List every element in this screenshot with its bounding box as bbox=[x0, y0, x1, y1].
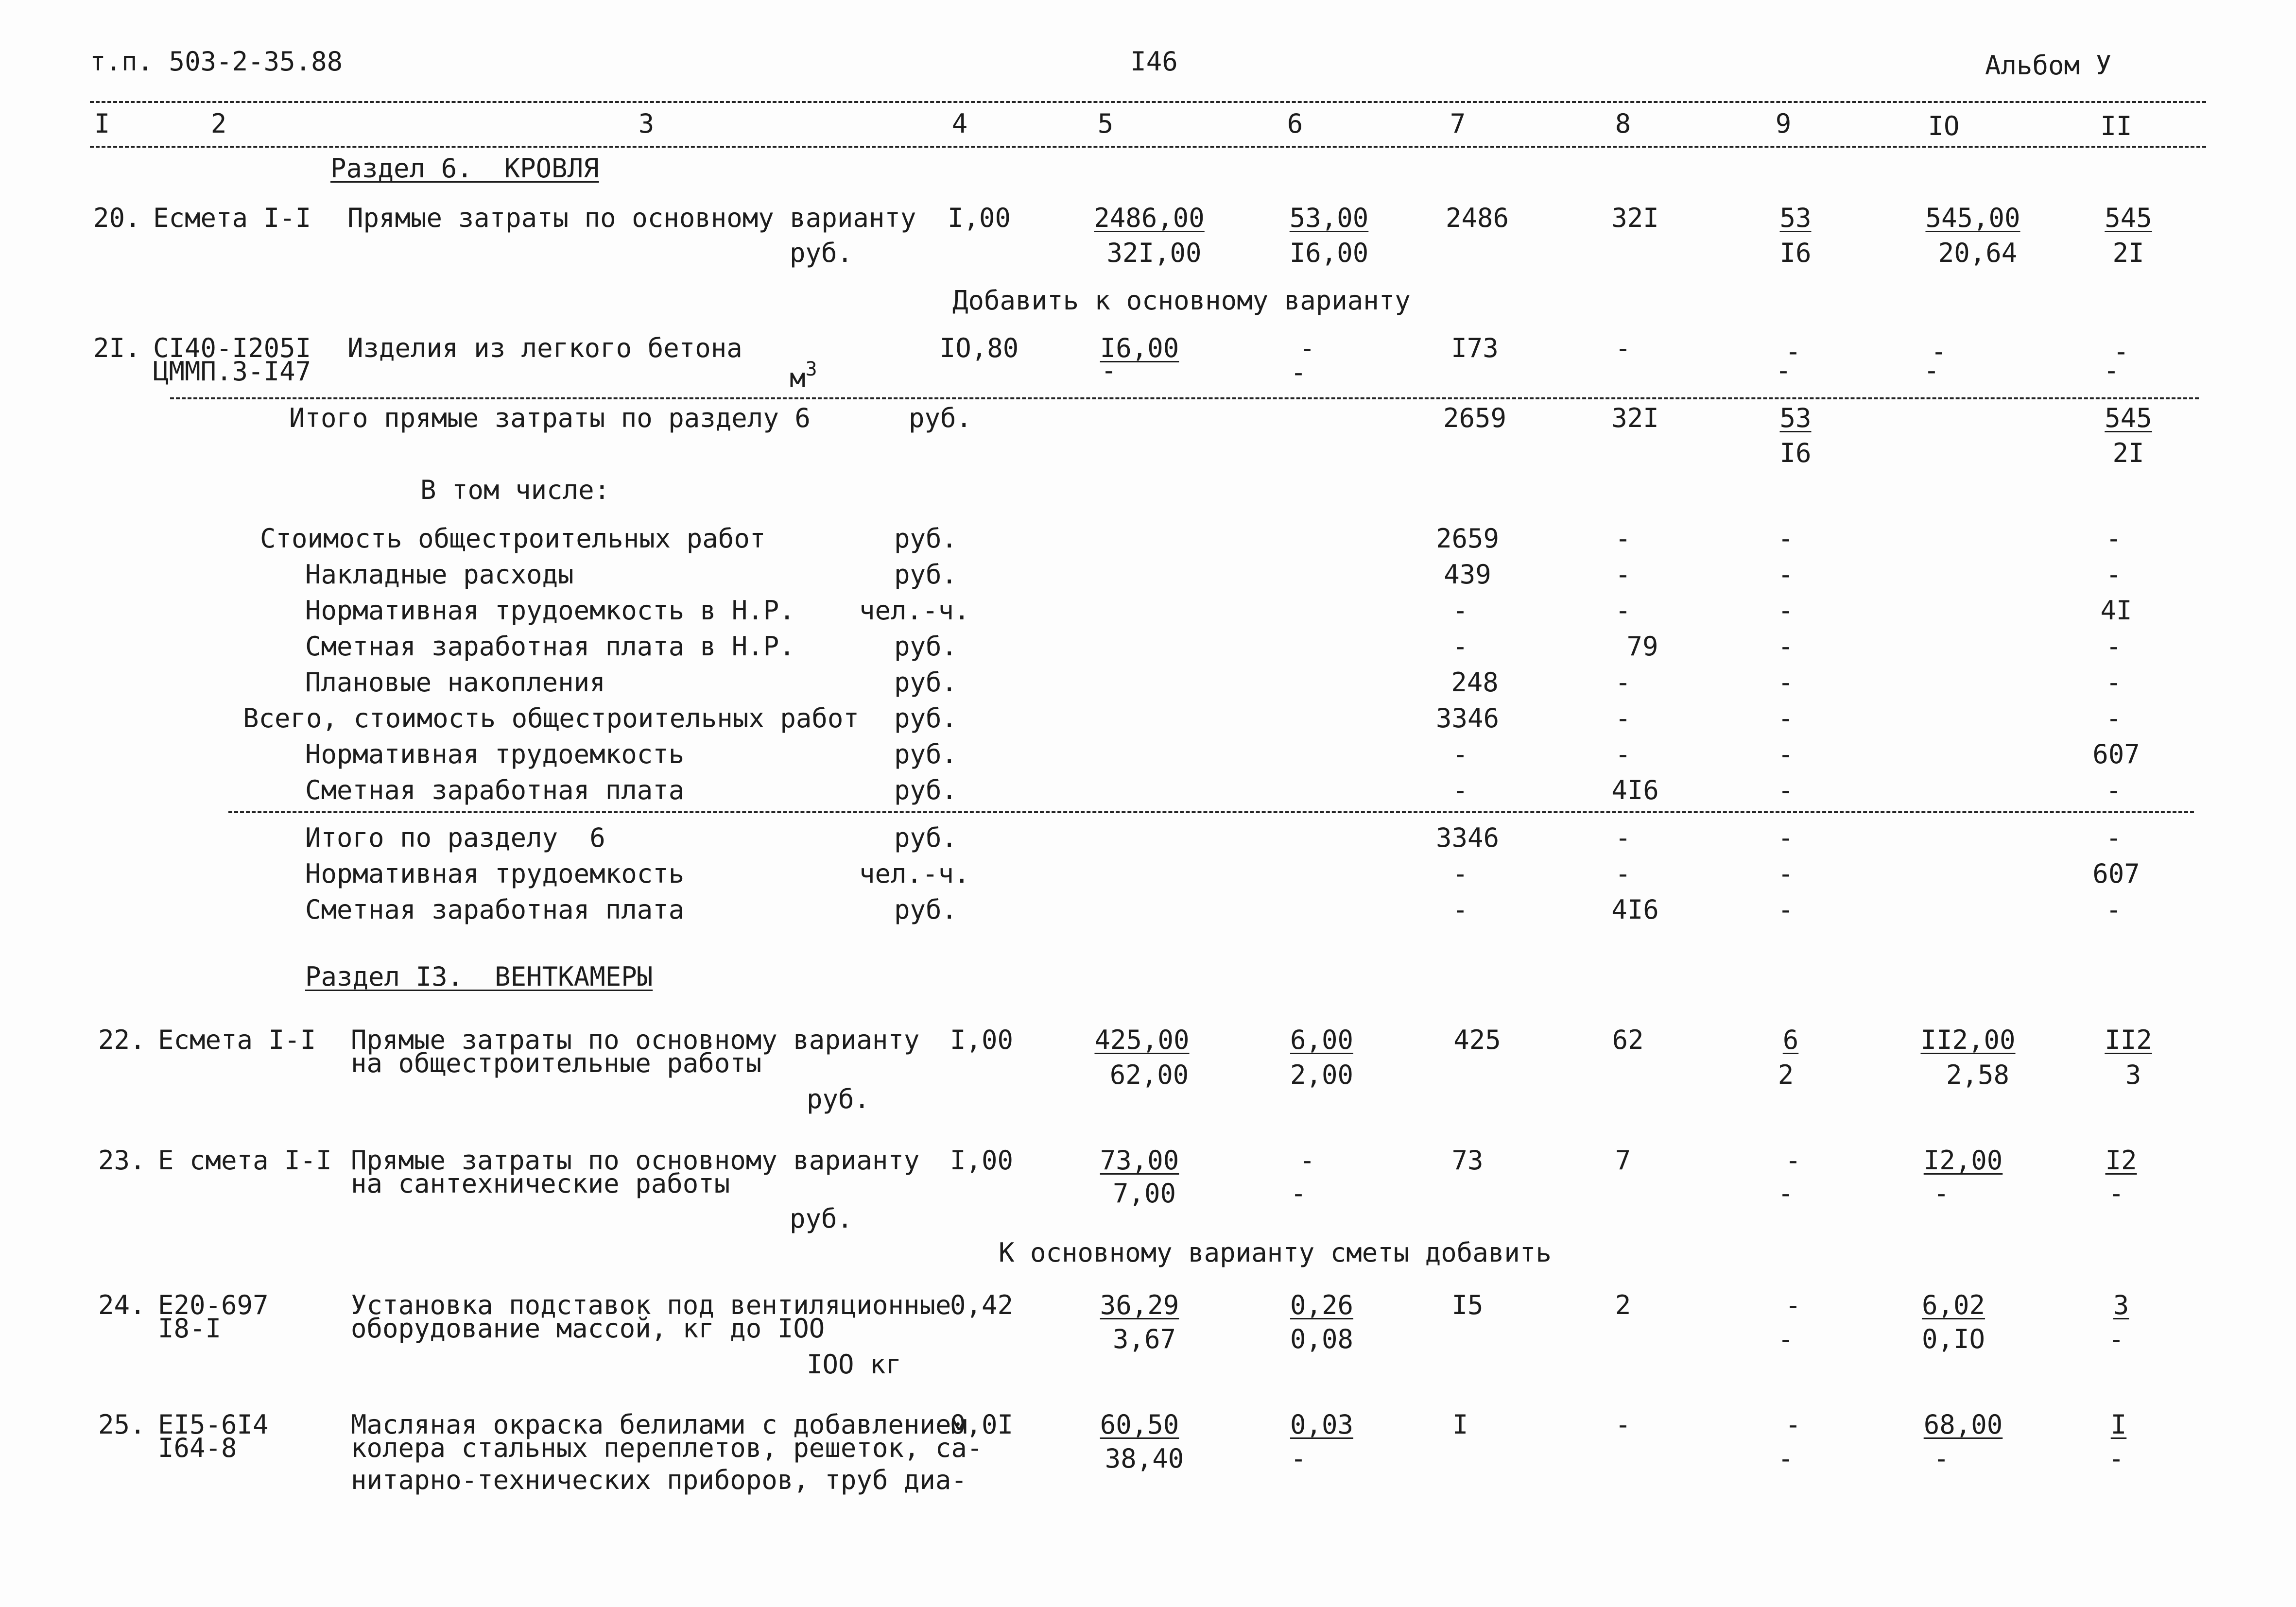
row20-col9-top: 53 bbox=[1779, 203, 1812, 233]
summary-row-col9: - bbox=[1778, 703, 1794, 734]
row24-col10-top: 6,02 bbox=[1921, 1290, 1985, 1320]
row22-col11-bottom: 3 bbox=[2125, 1060, 2141, 1090]
summary-row-col11: 607 bbox=[2092, 858, 2140, 889]
row25-col8: - bbox=[1615, 1409, 1631, 1440]
section-6-add-note: Добавить к основному варианту bbox=[952, 285, 1411, 316]
summary-row-col7: 248 bbox=[1451, 667, 1499, 698]
row21-code-1: CI40-I205I bbox=[153, 333, 311, 363]
row22-col6-top: 6,00 bbox=[1290, 1025, 1354, 1055]
total-direct-col9-bottom: I6 bbox=[1779, 438, 1812, 468]
summary-row-col7: 439 bbox=[1444, 559, 1491, 590]
row21-unit-exponent: 3 bbox=[805, 358, 817, 380]
summary-row-col11: - bbox=[2106, 775, 2122, 805]
row20-col6-top: 53,00 bbox=[1289, 203, 1369, 233]
row23-col5-top: 73,00 bbox=[1100, 1145, 1179, 1176]
summary-row-unit: руб. bbox=[894, 822, 958, 853]
row20-col7: 2486 bbox=[1445, 203, 1509, 233]
summary-row-label: Сметная заработная плата bbox=[305, 775, 685, 805]
header-top-rule bbox=[90, 101, 2206, 103]
row22-col9-top: 6 bbox=[1782, 1025, 1799, 1055]
summary-row-label: Сметная заработная плата в Н.Р. bbox=[305, 631, 795, 662]
col-header-10: IO bbox=[1928, 111, 1960, 141]
section-total-rule bbox=[228, 811, 2194, 813]
row24-col6-bottom: 0,08 bbox=[1290, 1324, 1354, 1354]
row24-code-2: I8-I bbox=[158, 1313, 222, 1344]
row24-description-2: оборудование массой, кг до IOO bbox=[351, 1313, 825, 1344]
row22-col7: 425 bbox=[1453, 1025, 1501, 1055]
summary-row-label: Нормативная трудоемкость в Н.Р. bbox=[305, 595, 795, 626]
row23-col10-top: I2,00 bbox=[1923, 1145, 2003, 1176]
summary-row-unit: руб. bbox=[894, 667, 958, 698]
summary-row-col9: - bbox=[1778, 894, 1794, 925]
summary-row-col8: - bbox=[1615, 523, 1631, 554]
including-label: В том числе: bbox=[420, 475, 610, 505]
row22-col8: 62 bbox=[1612, 1025, 1644, 1055]
summary-row-label: Всего, стоимость общестроительных работ bbox=[243, 703, 859, 734]
summary-row-label: Сметная заработная плата bbox=[305, 894, 685, 925]
row21-col8: - bbox=[1615, 333, 1631, 363]
col-header-4: 4 bbox=[951, 108, 968, 139]
row21-col11-top: - bbox=[2113, 336, 2129, 367]
row23-col11-bottom: - bbox=[2108, 1178, 2124, 1209]
summary-row-col11: - bbox=[2106, 559, 2122, 590]
row23-col6-bottom: - bbox=[1290, 1178, 1307, 1209]
summary-row-col8: 4I6 bbox=[1611, 775, 1659, 805]
row24-col11-top: 3 bbox=[2113, 1290, 2129, 1320]
summary-row-col8: - bbox=[1615, 667, 1631, 698]
row20-col10-top: 545,00 bbox=[1925, 203, 2020, 233]
total-direct-unit: руб. bbox=[909, 403, 972, 433]
summary-row-label: Нормативная трудоемкость bbox=[305, 858, 685, 889]
row21-unit bbox=[790, 359, 817, 392]
row24-col9-top: - bbox=[1785, 1290, 1801, 1320]
page-number: I46 bbox=[1130, 46, 1178, 77]
row22-col5-bottom: 62,00 bbox=[1109, 1060, 1189, 1090]
row20-col10-bottom: 20,64 bbox=[1938, 238, 2018, 268]
row25-col9-bottom: - bbox=[1778, 1443, 1794, 1474]
summary-row-col9: - bbox=[1778, 559, 1794, 590]
summary-row-col11: - bbox=[2106, 822, 2122, 853]
row25-code-2: I64-8 bbox=[158, 1433, 237, 1463]
row21-unit-base: м bbox=[790, 363, 806, 393]
summary-row-label: Стоимость общестроительных работ bbox=[260, 523, 766, 554]
section-13-title: Раздел I3. ВЕНТКАМЕРЫ bbox=[305, 961, 653, 992]
row21-col6-bottom: - bbox=[1290, 357, 1307, 388]
row20-col5-bottom: 32I,00 bbox=[1106, 238, 1202, 268]
row24-col7: I5 bbox=[1451, 1290, 1484, 1320]
row23-unit: руб. bbox=[790, 1203, 853, 1234]
header-bottom-rule bbox=[90, 146, 2206, 148]
row24-col9-bottom: - bbox=[1778, 1324, 1794, 1354]
row25-col9-top: - bbox=[1785, 1409, 1801, 1440]
row23-col10-bottom: - bbox=[1933, 1178, 1950, 1209]
row21-col10-top: - bbox=[1931, 336, 1947, 367]
total-direct-col11-bottom: 2I bbox=[2112, 438, 2144, 468]
row25-description-1: Масляная окраска белилами с добавлением bbox=[351, 1409, 967, 1440]
row21-col11-bottom: - bbox=[2103, 355, 2120, 386]
row20-col11-bottom: 2I bbox=[2112, 238, 2144, 268]
row20-number: 20. bbox=[93, 203, 141, 233]
summary-row-unit: руб. bbox=[894, 739, 958, 769]
summary-row-col9: - bbox=[1778, 631, 1794, 662]
row22-col9-bottom: 2 bbox=[1778, 1060, 1794, 1090]
doc-code: т.п. 503-2-35.88 bbox=[90, 46, 343, 77]
summary-row-col11: - bbox=[2106, 667, 2122, 698]
row25-col6-top: 0,03 bbox=[1290, 1409, 1354, 1440]
row22-col10-bottom: 2,58 bbox=[1946, 1060, 2010, 1090]
row25-col5-bottom: 38,40 bbox=[1105, 1443, 1184, 1474]
total-direct-col11-top: 545 bbox=[2105, 403, 2152, 433]
row22-description-1: Прямые затраты по основному варианту bbox=[351, 1025, 920, 1055]
summary-row-unit: руб. bbox=[894, 523, 958, 554]
row23-col5-bottom: 7,00 bbox=[1112, 1178, 1176, 1209]
summary-row-col8: 4I6 bbox=[1611, 894, 1659, 925]
album-label: Альбом У bbox=[1985, 50, 2112, 81]
summary-row-col11: 607 bbox=[2092, 739, 2140, 769]
row24-number: 24. bbox=[98, 1290, 146, 1320]
summary-row-col7: 3346 bbox=[1435, 703, 1500, 734]
row24-col5-bottom: 3,67 bbox=[1112, 1324, 1176, 1354]
row22-number: 22. bbox=[98, 1025, 146, 1055]
summary-row-col11: - bbox=[2106, 894, 2122, 925]
summary-row-col9: - bbox=[1778, 523, 1794, 554]
row24-col6-top: 0,26 bbox=[1290, 1290, 1354, 1320]
col-header-8: 8 bbox=[1615, 108, 1631, 139]
summary-row-col7: - bbox=[1452, 631, 1468, 662]
col-header-3: 3 bbox=[638, 108, 655, 139]
summary-row-col9: - bbox=[1778, 739, 1794, 769]
row21-col6-top: - bbox=[1299, 333, 1315, 363]
summary-row-col7: 2659 bbox=[1435, 523, 1500, 554]
row21-col9-bottom: - bbox=[1775, 355, 1792, 386]
summary-row-label: Накладные расходы bbox=[305, 559, 574, 590]
summary-row-col8: - bbox=[1615, 739, 1631, 769]
row25-col11-bottom: - bbox=[2108, 1443, 2124, 1474]
row25-col4: 0,0I bbox=[949, 1409, 1014, 1440]
summary-row-col8: 79 bbox=[1626, 631, 1658, 662]
row23-col11-top: I2 bbox=[2105, 1145, 2137, 1176]
row22-col6-bottom: 2,00 bbox=[1290, 1060, 1354, 1090]
row23-col7: 73 bbox=[1451, 1145, 1484, 1176]
row24-code-1: Е20-697 bbox=[158, 1290, 269, 1320]
row20-col4: I,00 bbox=[947, 203, 1011, 233]
row23-col9-top: - bbox=[1785, 1145, 1801, 1176]
row23-col8: 7 bbox=[1615, 1145, 1631, 1176]
col-header-1: I bbox=[94, 108, 110, 139]
total-direct-col7: 2659 bbox=[1443, 403, 1507, 433]
summary-row-col8: - bbox=[1615, 822, 1631, 853]
row24-description-1: Установка подставок под вентиляционные bbox=[351, 1290, 951, 1320]
row24-col5-top: 36,29 bbox=[1100, 1290, 1179, 1320]
subtotal-rule bbox=[170, 397, 2199, 399]
row22-description-2: на общестроительные работы bbox=[351, 1048, 762, 1078]
col-header-2: 2 bbox=[210, 108, 227, 139]
row25-col7: I bbox=[1452, 1409, 1468, 1440]
row23-col6-top: - bbox=[1299, 1145, 1315, 1176]
row21-col4: IO,80 bbox=[939, 333, 1019, 363]
section-13-add-note: К основному варианту сметы добавить bbox=[999, 1237, 1552, 1268]
row24-col11-bottom: - bbox=[2108, 1324, 2124, 1354]
summary-row-label: Нормативная трудоемкость bbox=[305, 739, 685, 769]
row25-col6-bottom: - bbox=[1290, 1443, 1307, 1474]
summary-row-col8: - bbox=[1615, 559, 1631, 590]
row25-col5-top: 60,50 bbox=[1100, 1409, 1179, 1440]
summary-row-unit: чел.-ч. bbox=[859, 858, 970, 889]
summary-row-col7: - bbox=[1452, 775, 1468, 805]
row21-col10-bottom: - bbox=[1923, 355, 1940, 386]
row22-unit: руб. bbox=[807, 1084, 870, 1114]
summary-row-col9: - bbox=[1778, 775, 1794, 805]
row22-col10-top: II2,00 bbox=[1920, 1025, 2016, 1055]
summary-row-col9: - bbox=[1778, 822, 1794, 853]
row25-col10-top: 68,00 bbox=[1923, 1409, 2003, 1440]
summary-row-col9: - bbox=[1778, 595, 1794, 626]
row20-col9-bottom: I6 bbox=[1779, 238, 1812, 268]
col-header-6: 6 bbox=[1287, 108, 1303, 139]
row25-col11-top: I bbox=[2110, 1409, 2127, 1440]
summary-row-unit: руб. bbox=[894, 775, 958, 805]
row25-code-1: ЕI5-6I4 bbox=[158, 1409, 269, 1440]
summary-row-col7: - bbox=[1452, 739, 1468, 769]
total-direct-col8: 32I bbox=[1611, 403, 1659, 433]
col-header-9: 9 bbox=[1775, 108, 1792, 139]
row21-col5-top: I6,00 bbox=[1100, 333, 1179, 363]
summary-row-label: Итого по разделу 6 bbox=[305, 822, 605, 853]
row24-col10-bottom: 0,IO bbox=[1921, 1324, 1985, 1354]
col-header-11: II bbox=[2100, 111, 2132, 141]
row20-col11-top: 545 bbox=[2105, 203, 2152, 233]
summary-row-unit: руб. bbox=[894, 559, 958, 590]
row25-description-2: колера стальных переплетов, решеток, са- bbox=[351, 1433, 983, 1463]
row22-code: Есмета I-I bbox=[158, 1025, 316, 1055]
section-6-title: Раздел 6. КРОВЛЯ bbox=[330, 153, 599, 184]
row21-col9-top: - bbox=[1785, 336, 1801, 367]
summary-row-col7: - bbox=[1452, 894, 1468, 925]
summary-row-col8: - bbox=[1615, 595, 1631, 626]
summary-row-unit: руб. bbox=[894, 894, 958, 925]
total-direct-label: Итого прямые затраты по разделу 6 bbox=[289, 403, 811, 433]
row20-col5-top: 2486,00 bbox=[1094, 203, 1205, 233]
summary-row-col11: - bbox=[2106, 523, 2122, 554]
summary-row-col11: - bbox=[2106, 631, 2122, 662]
row21-number: 2I. bbox=[93, 333, 141, 363]
row23-description-1: Прямые затраты по основному варианту bbox=[351, 1145, 920, 1176]
summary-row-unit: руб. bbox=[894, 631, 958, 662]
row22-col5-top: 425,00 bbox=[1094, 1025, 1190, 1055]
row23-code: Е смета I-I bbox=[158, 1145, 332, 1176]
row20-description: Прямые затраты по основному варианту bbox=[347, 203, 916, 233]
row22-col11-top: II2 bbox=[2105, 1025, 2152, 1055]
row21-code-2: ЦММП.3-I47 bbox=[153, 356, 311, 387]
row20-col6-bottom: I6,00 bbox=[1289, 238, 1369, 268]
summary-row-col9: - bbox=[1778, 667, 1794, 698]
summary-row-unit: руб. bbox=[894, 703, 958, 734]
summary-row-col7: - bbox=[1452, 595, 1468, 626]
summary-row-col11: 4I bbox=[2100, 595, 2132, 626]
row25-number: 25. bbox=[98, 1409, 146, 1440]
summary-row-label: Плановые накопления bbox=[305, 667, 605, 698]
summary-row-col8: - bbox=[1615, 858, 1631, 889]
row23-number: 23. bbox=[98, 1145, 146, 1176]
total-direct-col9-top: 53 bbox=[1779, 403, 1812, 433]
row24-col8: 2 bbox=[1615, 1290, 1631, 1320]
summary-row-col11: - bbox=[2106, 703, 2122, 734]
row25-description-3: нитарно-технических приборов, труб диа- bbox=[351, 1465, 967, 1495]
row20-unit: руб. bbox=[790, 238, 853, 268]
summary-row-col7: - bbox=[1452, 858, 1468, 889]
col-header-5: 5 bbox=[1097, 108, 1114, 139]
summary-row-col8: - bbox=[1615, 703, 1631, 734]
row22-col4: I,00 bbox=[949, 1025, 1014, 1055]
row25-col10-bottom: - bbox=[1933, 1443, 1950, 1474]
row24-unit: IOO кг bbox=[807, 1349, 902, 1380]
row23-description-2: на сантехнические работы bbox=[351, 1168, 730, 1199]
summary-row-col9: - bbox=[1778, 858, 1794, 889]
row23-col9-bottom: - bbox=[1778, 1178, 1794, 1209]
row24-col4: 0,42 bbox=[949, 1290, 1014, 1320]
row21-col5-bottom: - bbox=[1101, 355, 1117, 386]
row23-col4: I,00 bbox=[949, 1145, 1014, 1176]
summary-row-col7: 3346 bbox=[1435, 822, 1500, 853]
col-header-7: 7 bbox=[1450, 108, 1466, 139]
row20-code: Есмета I-I bbox=[153, 203, 311, 233]
summary-row-unit: чел.-ч. bbox=[859, 595, 970, 626]
row20-col8: 32I bbox=[1611, 203, 1659, 233]
row21-description: Изделия из легкого бетона bbox=[347, 333, 742, 363]
row21-col7: I73 bbox=[1451, 333, 1499, 363]
